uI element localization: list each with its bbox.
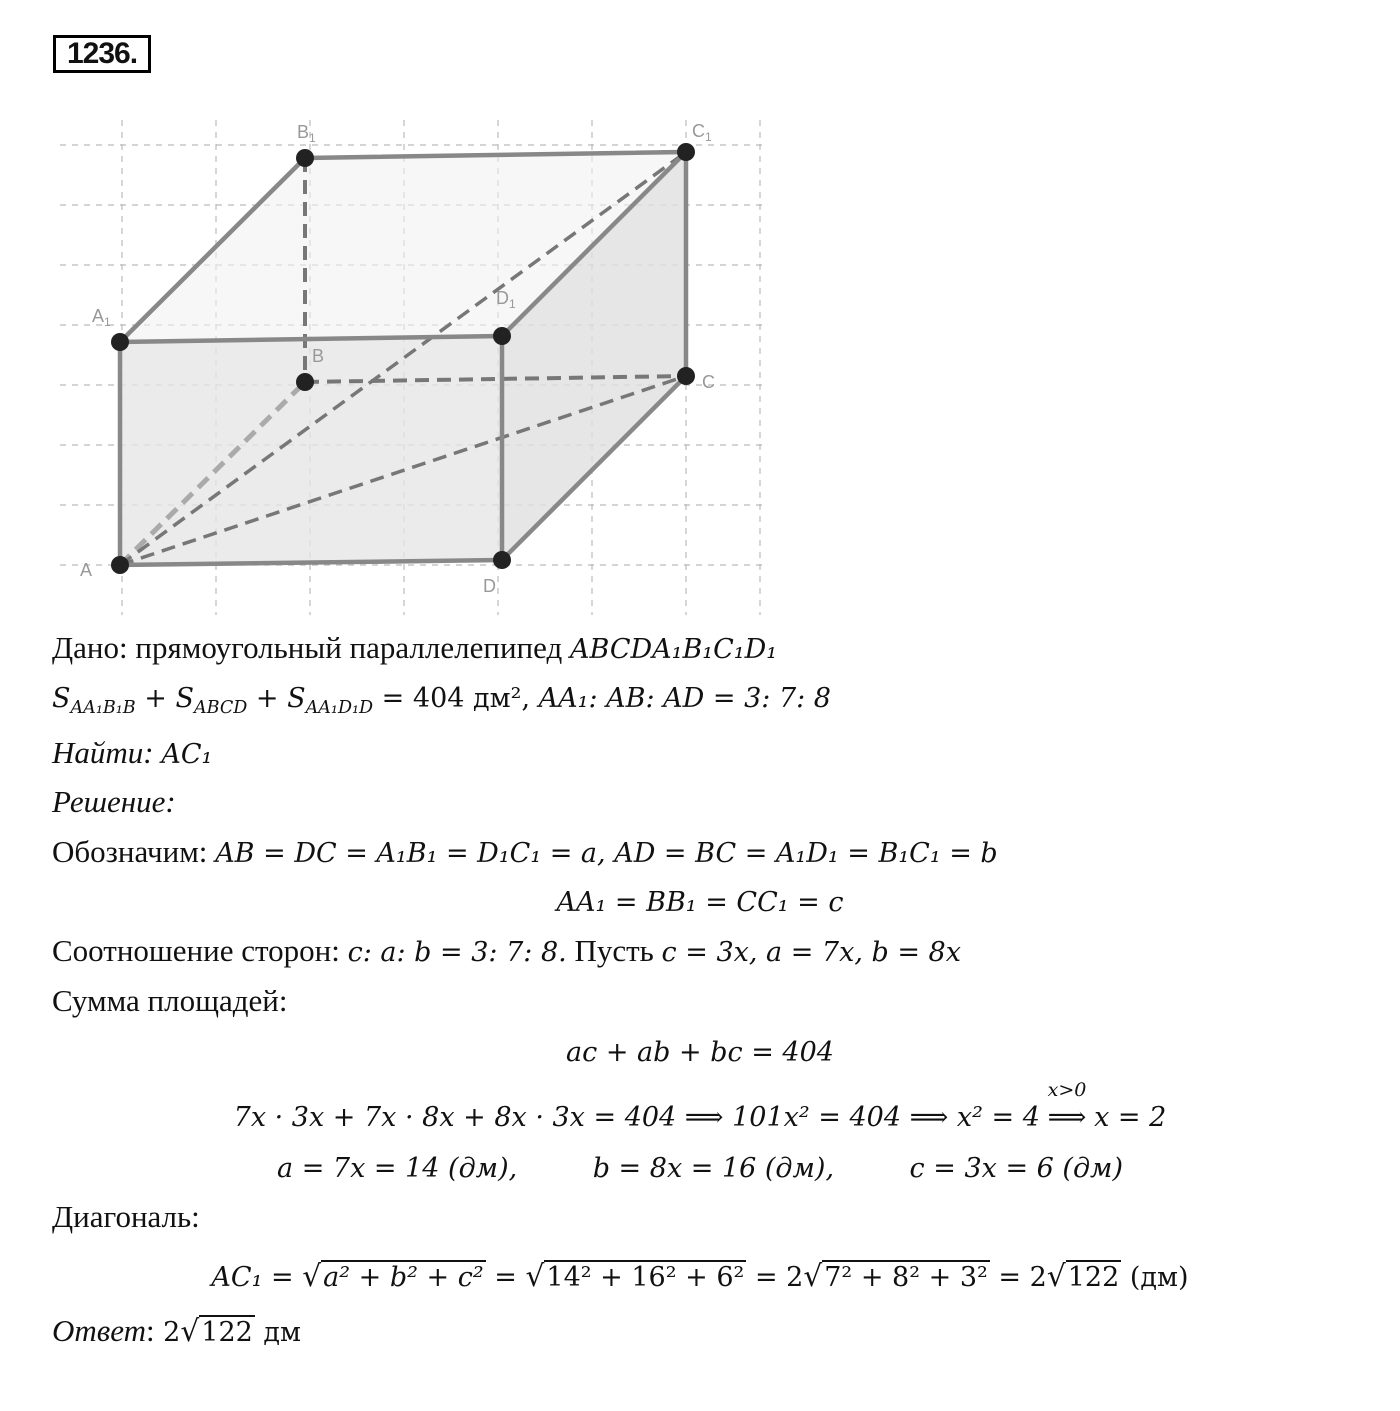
solution-label: Решение: <box>52 784 176 819</box>
label-C: C <box>702 372 715 392</box>
a-value: a = 7x = 14 (дм), <box>277 1153 518 1184</box>
parallelepiped-figure <box>50 110 780 620</box>
answer-unit: дм <box>254 1317 302 1348</box>
answer-coef: 2 <box>154 1317 181 1348</box>
given-solid: ABCDA₁B₁C₁D₁ <box>570 634 778 665</box>
c-value: c = 3x = 6 (дм) <box>909 1153 1123 1184</box>
eq2-left: 7x · 3x + 7x · 8x + 8x · 3x = 404 ⟹ 101x² = 404 ⟹ x² = 4 <box>233 1102 1040 1133</box>
label-A1: $A_1$ <box>92 306 111 329</box>
values-line <box>0 1147 1400 1189</box>
coef-1: = 2 <box>746 1262 804 1293</box>
answer-sqrt: √122 <box>180 1314 253 1349</box>
area-label: Сумма площадей: <box>52 983 288 1018</box>
answer-label: Ответ <box>52 1313 146 1348</box>
given-line <box>52 628 777 670</box>
find-line <box>52 733 212 775</box>
edge-ratio: AA₁: AB: AD = 3: 7: 8 <box>538 683 831 714</box>
diagonal-unit: (дм) <box>1121 1262 1189 1293</box>
equals-sign: = <box>373 683 413 714</box>
sqrt-4: √122 <box>1046 1259 1120 1294</box>
denote-expr-2: AA₁ = BB₁ = CC₁ = c <box>556 887 844 918</box>
diagonal-lhs: AC₁ = <box>211 1262 303 1293</box>
coef-2: = 2 <box>989 1262 1047 1293</box>
answer-colon: : <box>145 1313 155 1348</box>
ratio-line <box>52 931 961 973</box>
ratio-prefix: Соотношение сторон: <box>52 933 340 968</box>
given-prefix: Дано: прямоугольный параллелепипед <box>52 630 563 665</box>
label-B1: $B_1$ <box>297 122 316 145</box>
eq2-right: x = 2 <box>1094 1102 1167 1133</box>
conditional-arrow <box>1047 1079 1087 1138</box>
equation-2 <box>0 1079 1400 1138</box>
label-A: A <box>80 560 93 580</box>
area-aa1d1d: $S_{AA_1D_1D}$ <box>287 683 374 719</box>
find-value: AC₁ <box>161 739 213 770</box>
ratio-expr: c: a: b = 3: 7: 8. <box>347 937 567 968</box>
let-word: Пусть <box>574 933 654 968</box>
area-abcd: $S_{ABCD}$ <box>175 683 248 719</box>
diagonal-label: Диагональ: <box>52 1199 200 1234</box>
eq-sign-1: = <box>485 1262 526 1293</box>
denote-line-2 <box>0 881 1400 923</box>
sqrt-2: √14² + 16² + 6² <box>525 1259 745 1294</box>
label-C1: $C_1$ <box>692 121 712 144</box>
b-value: b = 8x = 16 (дм), <box>592 1153 835 1184</box>
diagonal-formula <box>0 1256 1400 1298</box>
find-label: Найти: <box>52 735 154 770</box>
arrow-condition: x>0 <box>1047 1079 1087 1101</box>
arrow-symbol: ⟹ <box>1047 1102 1087 1133</box>
area-condition-line <box>52 677 831 719</box>
plus-1: + <box>135 683 176 714</box>
denote-line <box>52 832 998 874</box>
label-D1: $D_1$ <box>496 288 516 311</box>
denote-expr-1: AB = DC = A₁B₁ = D₁C₁ = a, AD = BC = A₁D₁ = B₁C₁ = b <box>215 838 998 869</box>
front-face <box>120 336 502 565</box>
denote-prefix: Обозначим: <box>52 834 208 869</box>
answer-line <box>52 1311 301 1353</box>
let-expr: c = 3x, a = 7x, b = 8x <box>661 937 961 968</box>
sqrt-3: √7² + 8² + 3² <box>803 1259 988 1294</box>
comma: , <box>521 683 539 714</box>
eq1-expr: ac + ab + bc = 404 <box>566 1037 834 1068</box>
label-D: D <box>483 576 496 596</box>
area-sum-lhs: $S_{AA_1B_1B}$ <box>52 683 136 719</box>
area-sum-value: 404 дм² <box>412 683 522 714</box>
equation-1 <box>0 1031 1400 1073</box>
problem-number: 1236. <box>53 35 151 73</box>
sqrt-1: √a² + b² + c² <box>302 1259 484 1294</box>
plus-2: + <box>247 683 288 714</box>
label-B: B <box>312 346 325 366</box>
